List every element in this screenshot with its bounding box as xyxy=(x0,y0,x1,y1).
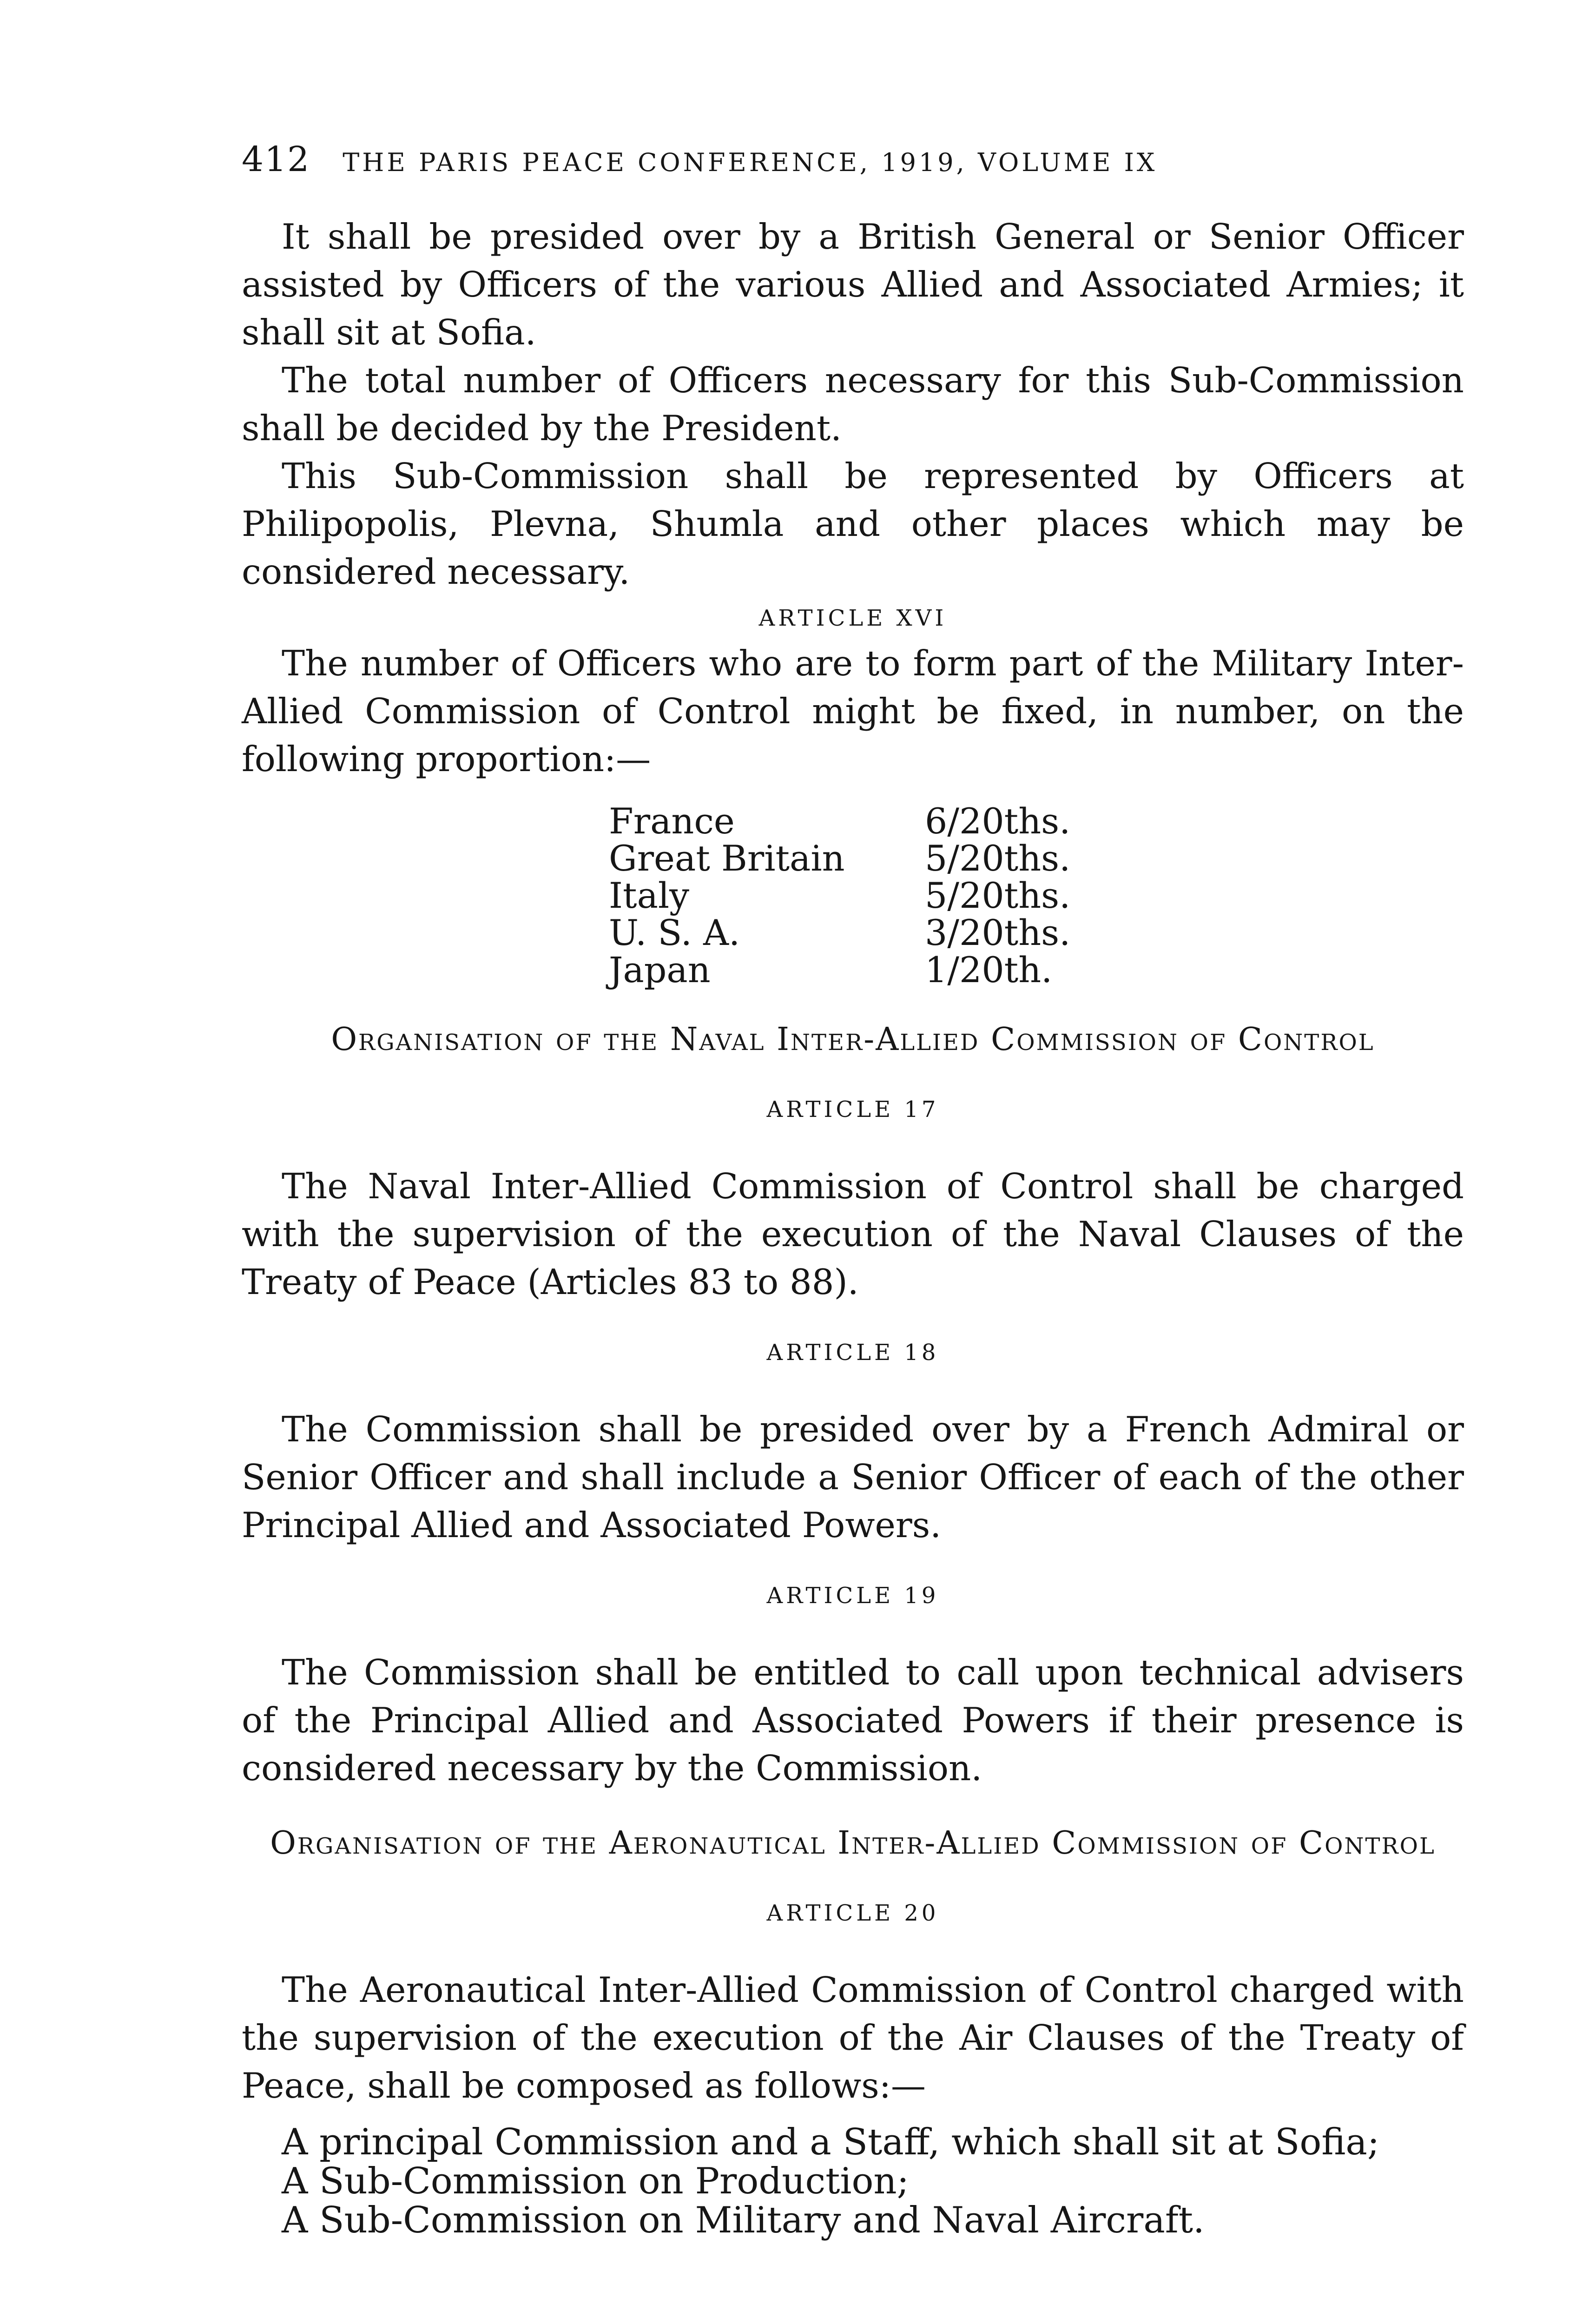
article-20-text: The Aeronautical Inter-Allied Commission of Control charged with the supervision of the execution of the Air Clauses of the Treaty of Peace, shall be composed as follows:— xyxy=(242,1969,1464,2106)
article-17-heading: ARTICLE 17 xyxy=(766,1096,939,1122)
document-page xyxy=(242,139,1464,2240)
aeronautical-section-heading: Organisation of the Aeronautical Inter-Allied Commission of Control xyxy=(270,1825,1436,1862)
naval-section-heading: Organisation of the Naval Inter-Allied Commission of Control xyxy=(331,1021,1375,1058)
proportion-share: 5/20ths. xyxy=(925,838,1071,879)
composition-item: A Sub-Commission on Military and Naval Aircraft. xyxy=(282,2199,1205,2241)
composition-list xyxy=(242,2123,1464,2240)
proportion-table xyxy=(609,800,1071,990)
proportion-row xyxy=(609,877,1070,914)
paragraph-presided: It shall be presided over by a British General or Senior Officer assisted by Officers of the various Allied and Associated Armies; it shall sit at Sofia. xyxy=(242,216,1464,353)
article-19-text: The Commission shall be entitled to call upon technical advisers of the Principal Allied and Associated Powers if their presence is considered necessary by the Commission. xyxy=(242,1652,1464,1789)
article-19-heading: ARTICLE 19 xyxy=(766,1583,939,1609)
article-18-heading: ARTICLE 18 xyxy=(766,1340,939,1366)
proportion-share: 3/20ths. xyxy=(925,912,1071,953)
proportion-share: 1/20th. xyxy=(925,949,1053,990)
paragraph-represented: This Sub-Commission shall be represented by Officers at Philipopolis, Plevna, Shumla and other places which may be considered necessary. xyxy=(242,456,1464,592)
article-xvi-heading: ARTICLE XVI xyxy=(758,605,947,631)
page-number: 412 xyxy=(242,139,310,179)
proportion-share: 5/20ths. xyxy=(925,875,1071,916)
proportion-share: 6/20ths. xyxy=(925,800,1071,842)
proportion-row xyxy=(609,914,1070,951)
proportion-country: Japan xyxy=(609,949,711,990)
proportion-country: Great Britain xyxy=(609,838,845,879)
page-header xyxy=(242,139,1464,195)
running-head: THE PARIS PEACE CONFERENCE, 1919, VOLUME IX xyxy=(343,148,1158,177)
composition-item: A Sub-Commission on Production; xyxy=(282,2160,909,2202)
composition-item: A principal Commission and a Staff, which shall sit at Sofia; xyxy=(282,2121,1380,2163)
proportion-row xyxy=(609,840,1070,877)
proportion-row xyxy=(609,803,1070,840)
proportion-country: U. S. A. xyxy=(609,912,740,953)
article-20-heading: ARTICLE 20 xyxy=(766,1900,939,1926)
article-18-text: The Commission shall be presided over by a French Admiral or Senior Officer and shall include a Senior Officer of each of the other Principal Allied and Associated Powers. xyxy=(242,1409,1464,1545)
proportion-country: Italy xyxy=(609,875,690,916)
paragraph-officer-total: The total number of Officers necessary for this Sub-Commission shall be decided by the President. xyxy=(242,360,1464,449)
proportion-row xyxy=(609,951,1070,989)
article-xvi-text: The number of Officers who are to form part of the Military Inter-Allied Commission of Control might be fixed, in number, on the following proportion:— xyxy=(242,643,1464,779)
article-17-text: The Naval Inter-Allied Commission of Control shall be charged with the supervision of the execution of the Naval Clauses of the Treaty of Peace (Articles 83 to 88). xyxy=(242,1166,1464,1302)
proportion-country: France xyxy=(609,800,735,842)
